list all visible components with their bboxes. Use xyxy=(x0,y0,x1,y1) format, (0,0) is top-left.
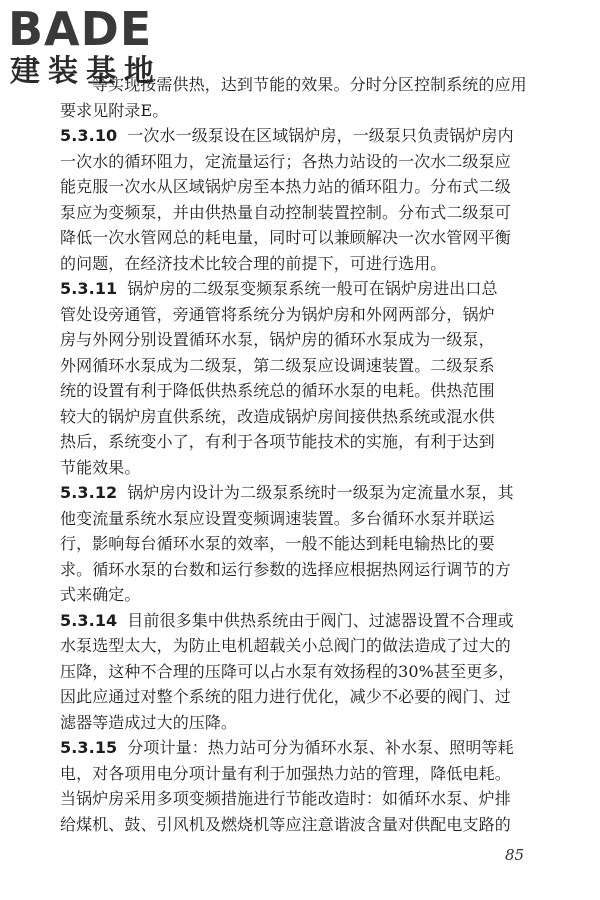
document-body xyxy=(60,72,550,837)
text-line xyxy=(60,582,550,608)
text-line xyxy=(60,455,550,481)
logo-subtitle: 建装基地 xyxy=(10,54,162,89)
text-line xyxy=(60,327,550,353)
text-line xyxy=(60,353,550,379)
line-text: 要求见附录E。 xyxy=(60,100,169,120)
line-text: 的问题，在经济技术比较合理的前提下，可进行选用。 xyxy=(60,253,447,273)
text-line xyxy=(60,761,550,787)
line-text: 外网循环水泵成为二级泵，第二级泵应设调速装置。二级泵系 xyxy=(60,355,495,375)
page-number: 85 xyxy=(505,846,525,864)
line-text: 降低一次水管网总的耗电量，同时可以兼顾解决一次水管网平衡 xyxy=(60,228,511,247)
text-line xyxy=(60,710,550,736)
text-line xyxy=(60,72,550,98)
text-line xyxy=(60,608,550,634)
text-line xyxy=(60,684,550,710)
text-line xyxy=(60,276,550,302)
line-text: 锅炉房内设计为二级泵系统时一级泵为定流量水泵，其 xyxy=(127,483,514,502)
line-text: 泵应为变频泵，并由供热量自动控制装置控制。分布式二级泵可 xyxy=(60,202,511,222)
text-line xyxy=(60,225,550,251)
text-line xyxy=(60,98,550,124)
section-number: 5.3.14 xyxy=(60,610,118,630)
text-line xyxy=(60,149,550,175)
text-line xyxy=(60,200,550,226)
text-line xyxy=(60,735,550,761)
text-line xyxy=(60,506,550,532)
section-number: 5.3.11 xyxy=(60,279,118,298)
line-text: 求。循环水泵的台数和运行参数的选择应根据热网运行调节的方 xyxy=(60,559,511,579)
line-text: 一次水的循环阻力，定流量运行；各热力站设的一次水二级泵应 xyxy=(60,151,511,171)
text-line xyxy=(60,378,550,404)
line-text: 当锅炉房采用多项变频措施进行节能改造时：如循环水泵、炉排 xyxy=(60,789,511,808)
line-text: 等实现按需供热，达到节能的效果。分时分区控制系统的应用 xyxy=(92,75,527,94)
text-line xyxy=(60,812,550,838)
line-text: 行，影响每台循环水泵的效率，一般不能达到耗电输热比的要 xyxy=(60,534,495,553)
line-text: 较大的锅炉房直供系统，改造成锅炉房间接供热系统或混水供 xyxy=(60,406,495,426)
line-text: 他变流量系统水泵应设置变频调速装置。多台循环水泵并联运 xyxy=(60,508,495,528)
line-text: 压降，这种不合理的压降可以占水泵有效扬程的30%甚至更多， xyxy=(60,661,515,681)
logo-brand: BADE xyxy=(8,2,153,56)
text-line xyxy=(60,531,550,557)
line-text: 水泵选型太大，为防止电机超载关小总阀门的做法造成了过大的 xyxy=(60,636,511,655)
text-line xyxy=(60,659,550,685)
text-line xyxy=(60,174,550,200)
text-line xyxy=(60,404,550,430)
text-line xyxy=(60,123,550,149)
section-number: 5.3.12 xyxy=(60,483,118,502)
text-line xyxy=(60,302,550,328)
line-text: 能克服一次水从区域锅炉房至本热力站的循环阻力。分布式二级 xyxy=(60,177,511,196)
line-text: 因此应通过对整个系统的阻力进行优化，减少不必要的阀门、过 xyxy=(60,687,511,706)
line-text: 一次水一级泵设在区域锅炉房，一级泵只负责锅炉房内 xyxy=(127,126,514,145)
line-text: 给煤机、鼓、引风机及燃烧机等应注意谐波含量对供配电支路的 xyxy=(60,814,511,834)
line-text: 热后，系统变小了，有利于各项节能技术的实施，有利于达到 xyxy=(60,432,495,451)
line-text: 锅炉房的二级泵变频泵系统一般可在锅炉房进出口总 xyxy=(127,279,498,298)
text-line xyxy=(60,480,550,506)
line-text: 电，对各项用电分项计量有利于加强热力站的管理，降低电耗。 xyxy=(60,763,511,783)
text-line xyxy=(60,429,550,455)
line-text: 式来确定。 xyxy=(60,585,141,604)
line-text: 分项计量：热力站可分为循环水泵、补水泵、照明等耗 xyxy=(127,738,514,757)
line-text: 目前很多集中供热系统由于阀门、过滤器设置不合理或 xyxy=(127,610,514,630)
line-text: 滤器等造成过大的压降。 xyxy=(60,712,238,732)
section-number: 5.3.15 xyxy=(60,738,118,757)
text-line xyxy=(60,557,550,583)
line-text: 节能效果。 xyxy=(60,457,141,477)
line-text: 房与外网分别设置循环水泵，锅炉房的循环水泵成为一级泵， xyxy=(60,330,495,349)
line-text: 统的设置有利于降低供热系统总的循环水泵的电耗。供热范围 xyxy=(60,381,495,400)
text-line xyxy=(60,251,550,277)
section-number: 5.3.10 xyxy=(60,126,118,145)
text-line xyxy=(60,633,550,659)
line-text: 管处设旁通管，旁通管将系统分为锅炉房和外网两部分，锅炉 xyxy=(60,304,495,324)
text-line xyxy=(60,786,550,812)
